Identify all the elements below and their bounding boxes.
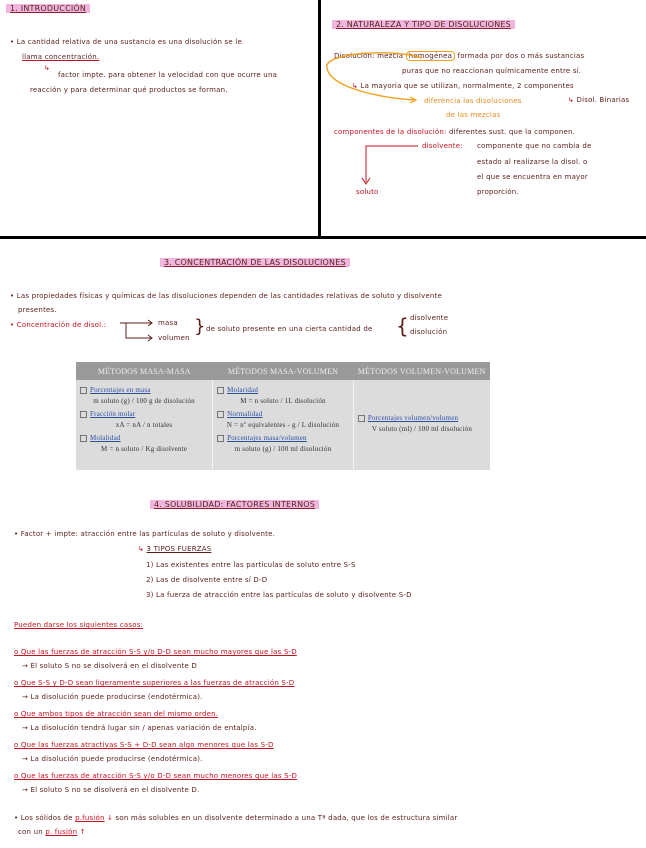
caso-5-condition: o Que las fuerzas de atracción S-S y/o D-D sean mucho menores que las S-D: [14, 772, 298, 780]
method-molalidad[interactable]: Molalidad: [90, 434, 121, 442]
tipos-arrow: ↳: [138, 545, 147, 553]
disolucion-label: Disolución:: [334, 52, 375, 60]
table-header-masa-volumen: MÉTODOS MASA-VOLUMEN: [213, 362, 354, 380]
componentes-text: diferentes sust. que la componen.: [449, 128, 576, 136]
brace-icon-2: {: [396, 314, 409, 338]
orange-connector: [322, 48, 462, 118]
arrow-up-icon: ↑: [79, 828, 86, 836]
divider-horizontal: [0, 236, 646, 239]
final-pfusion-2: p. fusión: [45, 828, 78, 836]
soluto-label: soluto: [356, 188, 379, 196]
section-title-solubilidad: 4. SOLUBILIDAD: FACTORES INTERNOS: [150, 500, 319, 509]
divider-vertical: [318, 0, 321, 236]
caso-4-result: → La disolución puede producirse (endotérmica).: [22, 755, 203, 763]
caso-3-result: → La disolución tendrá lugar sin / apenas variación de entalpía.: [22, 724, 257, 732]
formula-fraccion-molar: xA = nA / n totales: [115, 421, 173, 429]
de-soluto-text: de soluto presente en una cierta cantidad de: [206, 325, 373, 333]
tipos-label: 3 TIPOS FUERZAS: [146, 545, 212, 553]
table-header-volumen-volumen: MÉTODOS VOLUMEN-VOLUMEN: [353, 362, 490, 380]
disolucion-text2: formada por dos o más sustancias: [457, 52, 585, 60]
final-pfusion: p.fusión: [75, 814, 105, 822]
method-normalidad[interactable]: Normalidad: [227, 410, 263, 418]
naturaleza-arrow: ↳: [352, 82, 361, 90]
fuerza-item-2: 2) Las de disolvente entre sí D-D: [146, 576, 268, 584]
intro-sub-line2: reacción y para determinar qué productos se forman.: [30, 86, 228, 94]
brace-icon: }: [194, 316, 206, 337]
disolucion-option: disolución: [410, 328, 448, 336]
caso-3-condition: o Que ambos tipos de atracción sean del mismo orden.: [14, 710, 219, 718]
homogenea-highlight: homogénea: [406, 51, 455, 61]
naturaleza-line2: puras que no reaccionan químicamente entre sí.: [402, 67, 582, 75]
solubilidad-section: [0, 490, 646, 848]
caso-4-condition: o Que las fuerzas atractivas S-S + D-D sean algo menores que las S-D: [14, 741, 274, 749]
volumen-label: volumen: [158, 334, 190, 342]
method-porcentajes-masa[interactable]: Porcentajes en masa: [90, 386, 151, 394]
disolvente-line4: proporción.: [477, 188, 519, 196]
componentes-label: componentes de la disolución:: [334, 128, 447, 136]
concentracion-arrows: [118, 318, 158, 344]
disolvente-line3: el que se encuentra en mayor: [477, 173, 588, 181]
casos-title: Pueden darse los siguientes casos:: [14, 621, 144, 629]
caso-1-condition: o Que las fuerzas de atracción S-S y/o D-D sean mucho mayores que las S-D: [14, 648, 297, 656]
binarias-label: Disol. Binarias: [576, 96, 630, 104]
formula-normalidad: N = nº equivalentes - g / L disolución: [226, 421, 340, 429]
method-porcentajes-volumen[interactable]: Porcentajes volumen/volumen: [367, 414, 459, 422]
section-title-intro: 1. INTRODUCCIÓN: [6, 4, 90, 13]
formula-porcentajes-volumen: V soluto (ml) / 100 ml disolución: [371, 425, 473, 433]
table-header-masa-masa: MÉTODOS MASA-MASA: [76, 362, 213, 380]
binarias-arrow: ↳: [568, 96, 577, 104]
concentracion-bullet2: • Concentración de disol.:: [10, 321, 107, 329]
formula-porcentajes-masa: m soluto (g) / 100 g de disolución: [93, 397, 195, 405]
final-line1-a: • Los sólidos de: [14, 814, 73, 822]
caso-5-result: → El soluto S no se disolverá en el disolvente D.: [22, 786, 200, 794]
intro-bullet-line1: • La cantidad relativa de una sustancia es una disolución se le: [10, 38, 242, 46]
diferencia-line1: diferencia las disoluciones: [424, 97, 522, 105]
disolvente-line1: componente que no cambia de: [477, 142, 592, 150]
fuerza-item-1: 1) Las existentes entre las partículas de soluto entre S-S: [146, 561, 356, 569]
method-porcentajes-masa-volumen[interactable]: Porcentajes masa/volumen: [227, 434, 307, 442]
intro-section: [0, 0, 316, 234]
formula-molaridad: M = n soluto / 1L disolución: [240, 397, 326, 405]
section-title-concentracion: 3. CONCENTRACIÓN DE LAS DISOLUCIONES: [160, 258, 350, 267]
concentracion-section: [0, 240, 646, 480]
diferencia-line2: de las mezclas: [446, 111, 501, 119]
naturaleza-line3: La mayoría que se utilizan, normalmente, 2 componentes: [360, 82, 574, 90]
factor-line: • Factor + impte: atracción entre las partículas de soluto y disolvente.: [14, 530, 275, 538]
method-molaridad[interactable]: Molaridad: [227, 386, 259, 394]
disolvente-label: disolvente:: [422, 142, 463, 150]
disolvente-line2: estado al realizarse la disol. o: [477, 158, 588, 166]
section-title-naturaleza: 2. NATURALEZA Y TIPO DE DISOLUCIONES: [332, 20, 515, 29]
caso-2-result: → La disolución puede producirse (endotérmica).: [22, 693, 203, 701]
caso-2-condition: o Que S-S y D-D sean ligeramente superiores a las fuerzas de atracción S-D: [14, 679, 295, 687]
concentracion-bullet1-line1: • Las propiedades físicas y químicas de las disoluciones dependen de las cantidades relativas de soluto y disolvente: [10, 292, 442, 300]
caso-1-result: → El soluto S no se disolverá en el disolvente D: [22, 662, 198, 670]
fuerza-item-3: 3) La fuerza de atracción entre las partículas de soluto y disolvente S-D: [146, 591, 412, 599]
disolvente-option: disolvente: [410, 314, 449, 322]
disolucion-text1: mezcla: [377, 52, 404, 60]
final-line1-b: son más solubles en un disolvente determinado a una Tª dada, que los de estructura similar: [115, 814, 458, 822]
formula-porcentajes-masa-volumen: m soluto (g) / 100 ml disolución: [234, 445, 332, 453]
naturaleza-section: [322, 0, 646, 234]
method-fraccion-molar[interactable]: Fracción molar: [90, 410, 136, 418]
intro-sub-line1: factor impte. para obtener la velocidad con que ocurre una: [58, 71, 278, 79]
arrow-down-icon: ↓: [107, 814, 114, 822]
concentracion-bullet1-line2: presentes.: [18, 306, 57, 314]
masa-label: masa: [158, 319, 178, 327]
intro-bullet-line2: llama concentración.: [22, 53, 100, 61]
formula-molalidad: M = n soluto / Kg disolvente: [100, 445, 188, 453]
soluto-connector: [352, 140, 422, 190]
methods-table: [76, 362, 490, 470]
intro-arrow: ↳: [44, 64, 51, 72]
final-line2-a: con un: [18, 828, 43, 836]
